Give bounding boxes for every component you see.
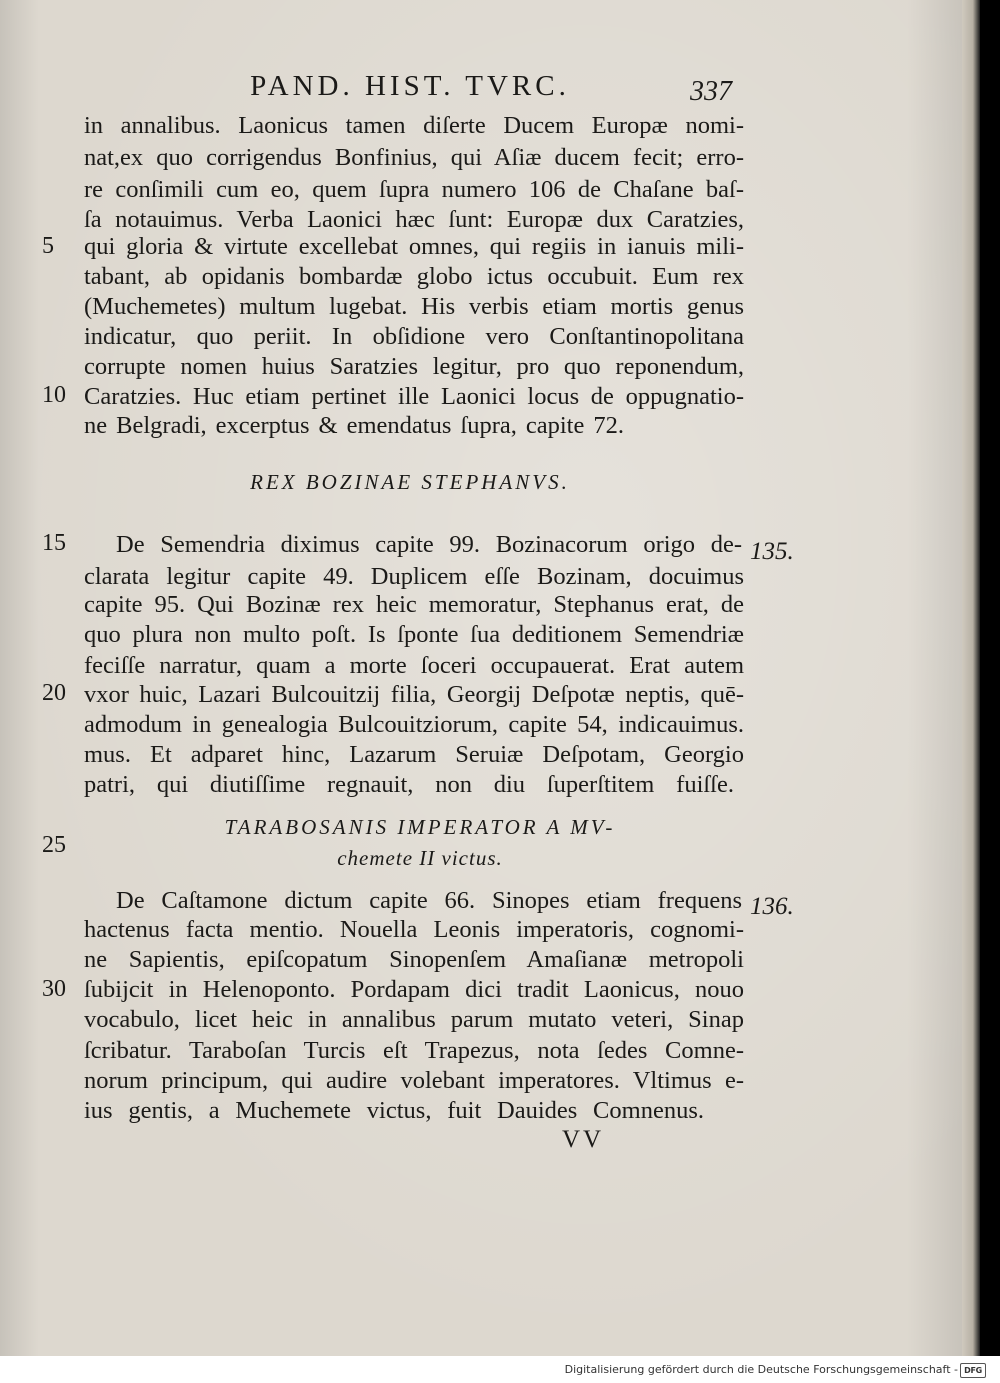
text-line: ſcribatur. Taraboſan Turcis eſt Trapezus, nota ſedes Comne- [84, 1037, 744, 1064]
text-line: quo plura non multo poſt. Is ſponte ſua deditionem Semendriæ [84, 621, 744, 648]
line-number: 30 [42, 976, 66, 1002]
text-line: ſubijcit in Helenoponto. Pordapam dici tradit Laonicus, nouo [84, 976, 744, 1003]
text-line: ne Belgradi, excerptus & emendatus ſupra, capite 72. [84, 412, 624, 439]
line-number: 10 [42, 382, 66, 408]
page-edge-shadow [962, 0, 980, 1360]
text-line: (Muchemetes) multum lugebat. His verbis etiam mortis genus [84, 293, 744, 320]
line-number: 15 [42, 530, 66, 556]
text-line: indicatur, quo periit. In obſidione vero Conſtantinopolitana [84, 323, 744, 350]
line-number: 5 [42, 233, 54, 259]
running-title: PAND. HIST. TVRC. [250, 70, 570, 102]
section-heading: TARABOSANIS IMPERATOR A MV- [224, 815, 616, 839]
text-line: ſa notauimus. Verba Laonici hæc ſunt: Europæ dux Caratzies, [84, 206, 744, 233]
text-line: capite 95. Qui Bozinæ rex heic memoratur, Stephanus erat, de [84, 591, 744, 618]
text-line: vxor huic, Lazari Bulcouitzij filia, Georgij Deſpotæ neptis, quē- [84, 681, 744, 708]
text-line: hactenus facta mentio. Nouella Leonis imperatoris, cognomi- [84, 916, 744, 943]
margin-note: 135. [750, 538, 794, 565]
text-line: patri, qui diutiſſime regnauit, non diu ſuperſtitem fuiſſe. [84, 771, 734, 798]
text-line: re conſimili cum eo, quem ſupra numero 106 de Chaſane baſ- [84, 176, 744, 203]
section-heading: REX BOZINAE STEPHANVS. [250, 470, 570, 494]
line-number: 25 [42, 832, 66, 858]
text-line: mus. Et adparet hinc, Lazarum Seruiæ Deſpotam, Georgio [84, 741, 744, 768]
text-line: De Caſtamone dictum capite 66. Sinopes etiam frequens [116, 887, 742, 914]
dfg-logo-icon: DFG [960, 1363, 986, 1378]
text-line: tabant, ab opidanis bombardæ globo ictus occubuit. Eum rex [84, 263, 744, 290]
text-line: admodum in genealogia Bulcouitziorum, capite 54, indicauimus. [84, 711, 744, 738]
section-subheading: chemete II victus. [337, 846, 503, 870]
line-number: 20 [42, 680, 66, 706]
catchword: VV [562, 1126, 605, 1153]
text-line: feciſſe narratur, quam a morte ſoceri occupauerat. Erat autem [84, 652, 744, 679]
text-line: De Semendria diximus capite 99. Bozinacorum origo de- [116, 531, 742, 558]
margin-note: 136. [750, 893, 794, 920]
text-line: vocabulo, licet heic in annalibus parum mutato veteri, Sinap [84, 1006, 744, 1033]
text-line: norum principum, qui audire volebant imperatores. Vltimus e- [84, 1067, 744, 1094]
text-line: ius gentis, a Muchemete victus, fuit Dauides Comnenus. [84, 1097, 704, 1124]
text-line: ne Sapientis, epiſcopatum Sinopenſem Amaſianæ metropoli [84, 946, 744, 973]
text-line: in annalibus. Laonicus tamen diſerte Ducem Europæ nomi- [84, 112, 744, 139]
footer-bar [0, 1356, 1000, 1383]
text-line: corrupte nomen huius Saratzies legitur, pro quo reponendum, [84, 353, 744, 380]
page-number: 337 [690, 76, 732, 107]
footer-credit: Digitalisierung gefördert durch die Deutsche Forschungsgemeinschaft - [564, 1363, 958, 1376]
text-line: Caratzies. Huc etiam pertinet ille Laonici locus de oppugnatio- [84, 383, 744, 410]
text-line: nat,ex quo corrigendus Bonfinius, qui Aſiæ ducem fecit; erro- [84, 144, 744, 171]
text-line: qui gloria & virtute excellebat omnes, qui regiis in ianuis mili- [84, 233, 744, 260]
text-line: clarata legitur capite 49. Duplicem eſſe Bozinam, docuimus [84, 563, 744, 590]
